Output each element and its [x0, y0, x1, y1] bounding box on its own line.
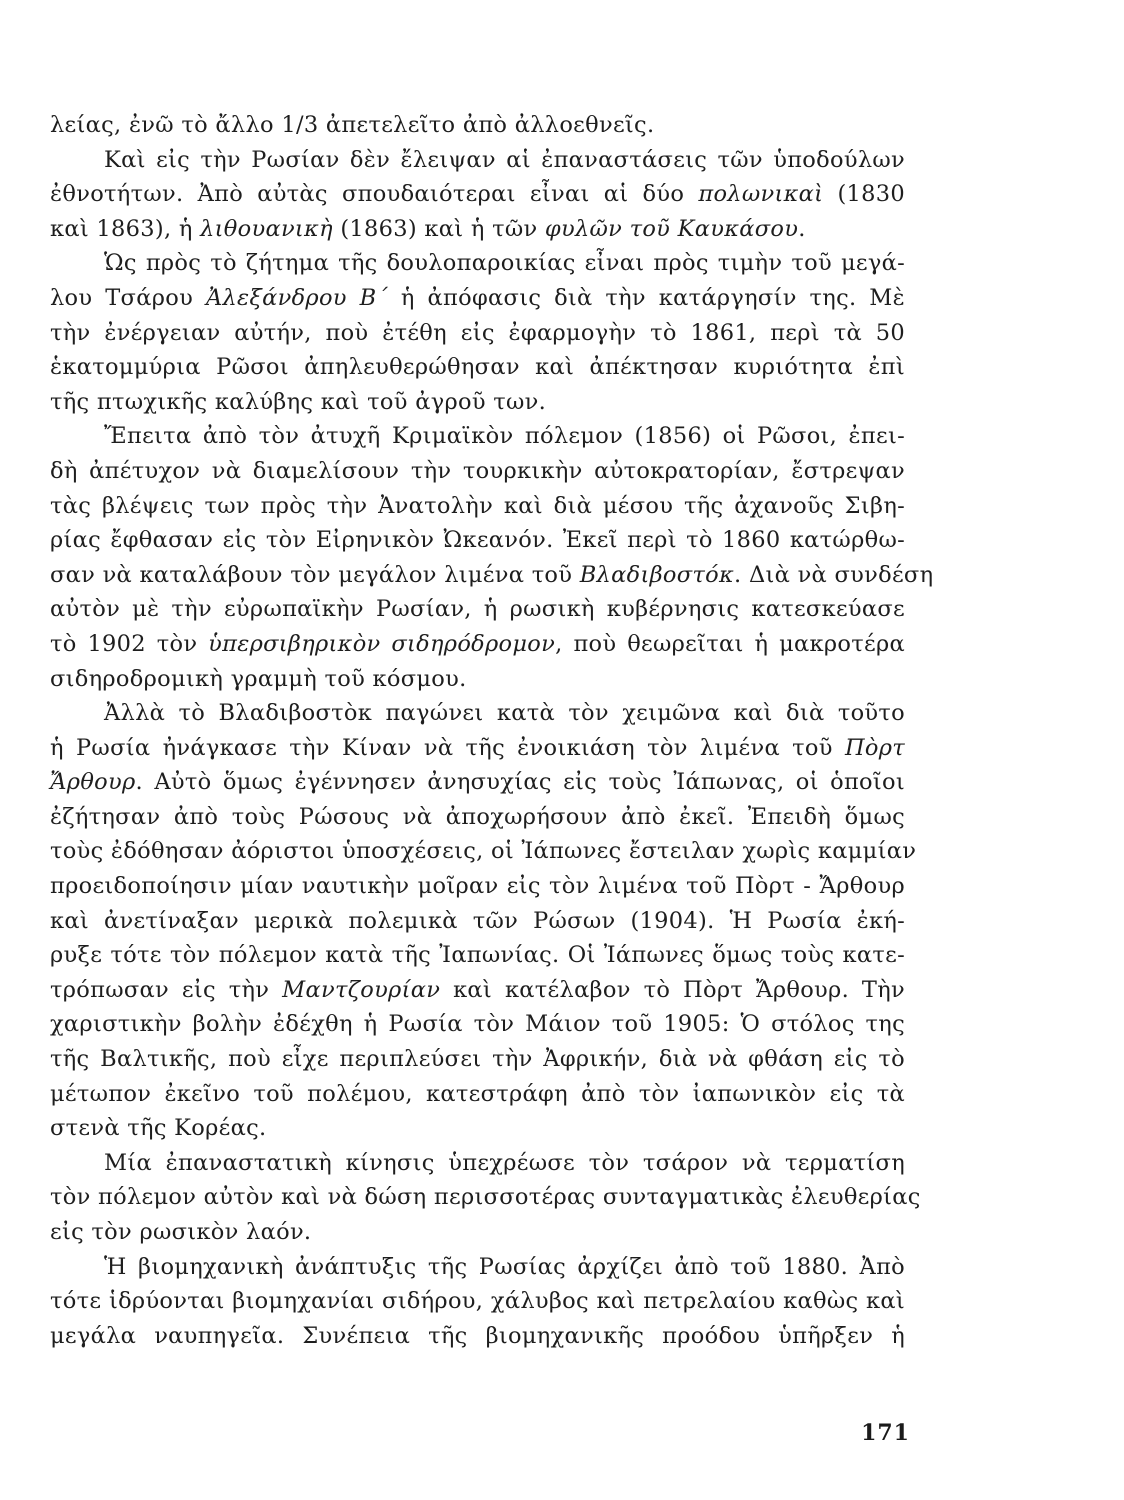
page-number: 171 — [861, 1420, 910, 1446]
text-line: χαριστικὴν βολὴν ἐδέχθη ἡ Ρωσία τὸν Μάιον τοῦ 1905: Ὁ στόλος της — [50, 1011, 905, 1038]
italic-term: ὑπερσιβηρικὸν σιδηρόδρομον — [208, 630, 556, 657]
text-line: τὰς βλέψεις των πρὸς τὴν Ἀνατολὴν καὶ διὰ μέσου τῆς ἀχανοῦς Σιβη- — [50, 492, 905, 519]
text-line: τότε ἱδρύονται βιομηχανίαι σιδήρου, χάλυβος καὶ πετρελαίου καθὼς καὶ — [50, 1288, 905, 1315]
text-line: καὶ ἀνετίναξαν μερικὰ πολεμικὰ τῶν Ρώσων (1904). Ἡ Ρωσία ἐκή- — [50, 907, 905, 934]
text-line: ρίας ἔφθασαν εἰς τὸν Εἰρηνικὸν Ὠκεανόν. Ἐκεῖ περὶ τὸ 1860 κατώρθω- — [50, 527, 905, 554]
text-line: μέτωπον ἐκεῖνο τοῦ πολέμου, κατεστράφη ἀπὸ τὸν ἰαπωνικὸν εἰς τὰ — [50, 1080, 905, 1107]
text-line: καὶ 1863), ἡ λιθουανικὴ (1863) καὶ ἡ τῶν φυλῶν τοῦ Καυκάσου. — [50, 215, 806, 242]
text-line: δὴ ἀπέτυχον νὰ διαμελίσουν τὴν τουρκικὴν αὐτοκρατορίαν, ἔστρεψαν — [50, 457, 905, 484]
text-line: τοὺς ἐδόθησαν ἀόριστοι ὑποσχέσεις, οἱ Ἰάπωνες ἔστειλαν χωρὶς καμμίαν — [50, 838, 917, 865]
italic-term: Ἀλεξάνδρου Β΄ — [205, 284, 389, 311]
text-line: λείας, ἐνῶ τὸ ἄλλο 1/3 ἀπετελεῖτο ἀπὸ ἀλλοεθνεῖς. — [50, 112, 655, 138]
text-line: ἐθνοτήτων. Ἀπὸ αὐτὰς σπουδαιότεραι εἶναι αἱ δύο πολωνικαὶ (1830 — [50, 181, 905, 208]
text-line: στενὰ τῆς Κορέας. — [50, 1115, 267, 1142]
text-line: σαν νὰ καταλάβουν τὸν μεγάλον λιμένα τοῦ Βλαδιβοστόκ. Διὰ νὰ συνδέση — [50, 561, 934, 588]
italic-term: Βλαδιβοστόκ — [579, 561, 735, 588]
text-line: προειδοποίησιν μίαν ναυτικὴν μοῖραν εἰς τὸν λιμένα τοῦ Πὸρτ - Ἄρθουρ — [50, 873, 905, 900]
text-line: τὸν πόλεμον αὐτὸν καὶ νὰ δώση περισσοτέρας συνταγματικὰς ἐλευθερίας — [50, 1184, 921, 1211]
body-text — [50, 108, 934, 1353]
text-line: τρόπωσαν εἰς τὴν Μαντζουρίαν καὶ κατέλαβον τὸ Πὸρτ Ἄρθουρ. Τὴν — [50, 976, 905, 1003]
italic-term: Πὸρτ — [844, 734, 905, 761]
paragraph-first-line: Ἀλλὰ τὸ Βλαδιβοστὸκ παγώνει κατὰ τὸν χειμῶνα καὶ διὰ τοῦτο — [104, 700, 905, 727]
paragraph-first-line: Μία ἐπαναστατικὴ κίνησις ὑπεχρέωσε τὸν τσάρον νὰ τερματίση — [104, 1149, 905, 1176]
paragraph-first-line: Ἔπειτα ἀπὸ τὸν ἀτυχῆ Κριμαϊκὸν πόλεμον (1856) οἱ Ρῶσοι, ἐπει- — [104, 423, 905, 450]
italic-term: φυλῶν τοῦ Καυκάσου — [544, 215, 799, 242]
paragraph-first-line: Ὡς πρὸς τὸ ζήτημα τῆς δουλοπαροικίας εἶναι πρὸς τιμὴν τοῦ μεγά- — [104, 250, 905, 277]
text-line: ἑκατομμύρια Ρῶσοι ἀπηλευθερώθησαν καὶ ἀπέκτησαν κυριότητα ἐπὶ — [50, 354, 905, 381]
text-line: Ἄρθουρ. Αὐτὸ ὅμως ἐγέννησεν ἀνησυχίας εἰς τοὺς Ἰάπωνας, οἱ ὁποῖοι — [50, 769, 905, 796]
paragraph-first-line: Ἡ βιομηχανικὴ ἀνάπτυξις τῆς Ρωσίας ἀρχίζει ἀπὸ τοῦ 1880. Ἀπὸ — [104, 1253, 905, 1280]
paragraph-first-line: Καὶ εἰς τὴν Ρωσίαν δὲν ἔλειψαν αἱ ἐπαναστάσεις τῶν ὑποδούλων — [104, 146, 905, 173]
italic-term: Ἄρθουρ — [50, 769, 136, 796]
text-line: εἰς τὸν ρωσικὸν λαόν. — [50, 1219, 312, 1245]
text-line: αὐτὸν μὲ τὴν εὐρωπαϊκὴν Ρωσίαν, ἡ ρωσικὴ κυβέρνησις κατεσκεύασε — [50, 596, 905, 623]
italic-term: λιθουανικὴ — [200, 215, 333, 242]
text-line: ἡ Ρωσία ἠνάγκασε τὴν Κίναν νὰ τῆς ἐνοικιάση τὸν λιμένα τοῦ Πὸρτ — [50, 734, 905, 761]
italic-term: Μαντζουρίαν — [282, 976, 441, 1003]
text-line: τῆς Βαλτικῆς, ποὺ εἶχε περιπλεύσει τὴν Ἀφρικήν, διὰ νὰ φθάση εἰς τὸ — [50, 1046, 905, 1073]
italic-term: πολωνικαὶ — [698, 181, 824, 208]
text-line: τῆς πτωχικῆς καλύβης καὶ τοῦ ἀγροῦ των. — [50, 388, 547, 415]
text-line: τὸ 1902 τὸν ὑπερσιβηρικὸν σιδηρόδρομον, ποὺ θεωρεῖται ἡ μακροτέρα — [50, 630, 905, 657]
text-line: μεγάλα ναυπηγεῖα. Συνέπεια τῆς βιομηχανικῆς προόδου ὑπῆρξεν ἡ — [50, 1322, 905, 1349]
text-line: τὴν ἐνέργειαν αὐτήν, ποὺ ἐτέθη εἰς ἐφαρμογὴν τὸ 1861, περὶ τὰ 50 — [50, 319, 905, 346]
text-line: ἐζήτησαν ἀπὸ τοὺς Ρώσους νὰ ἀποχωρήσουν ἀπὸ ἐκεῖ. Ἐπειδὴ ὅμως — [50, 803, 905, 830]
text-line: ρυξε τότε τὸν πόλεμον κατὰ τῆς Ἰαπωνίας. Οἱ Ἰάπωνες ὅμως τοὺς κατε- — [50, 942, 905, 969]
text-line: λου Τσάρου Ἀλεξάνδρου Β΄ ἡ ἀπόφασις διὰ τὴν κατάργησίν της. Μὲ — [50, 284, 906, 311]
text-line: σιδηροδρομικὴ γραμμὴ τοῦ κόσμου. — [50, 665, 467, 692]
